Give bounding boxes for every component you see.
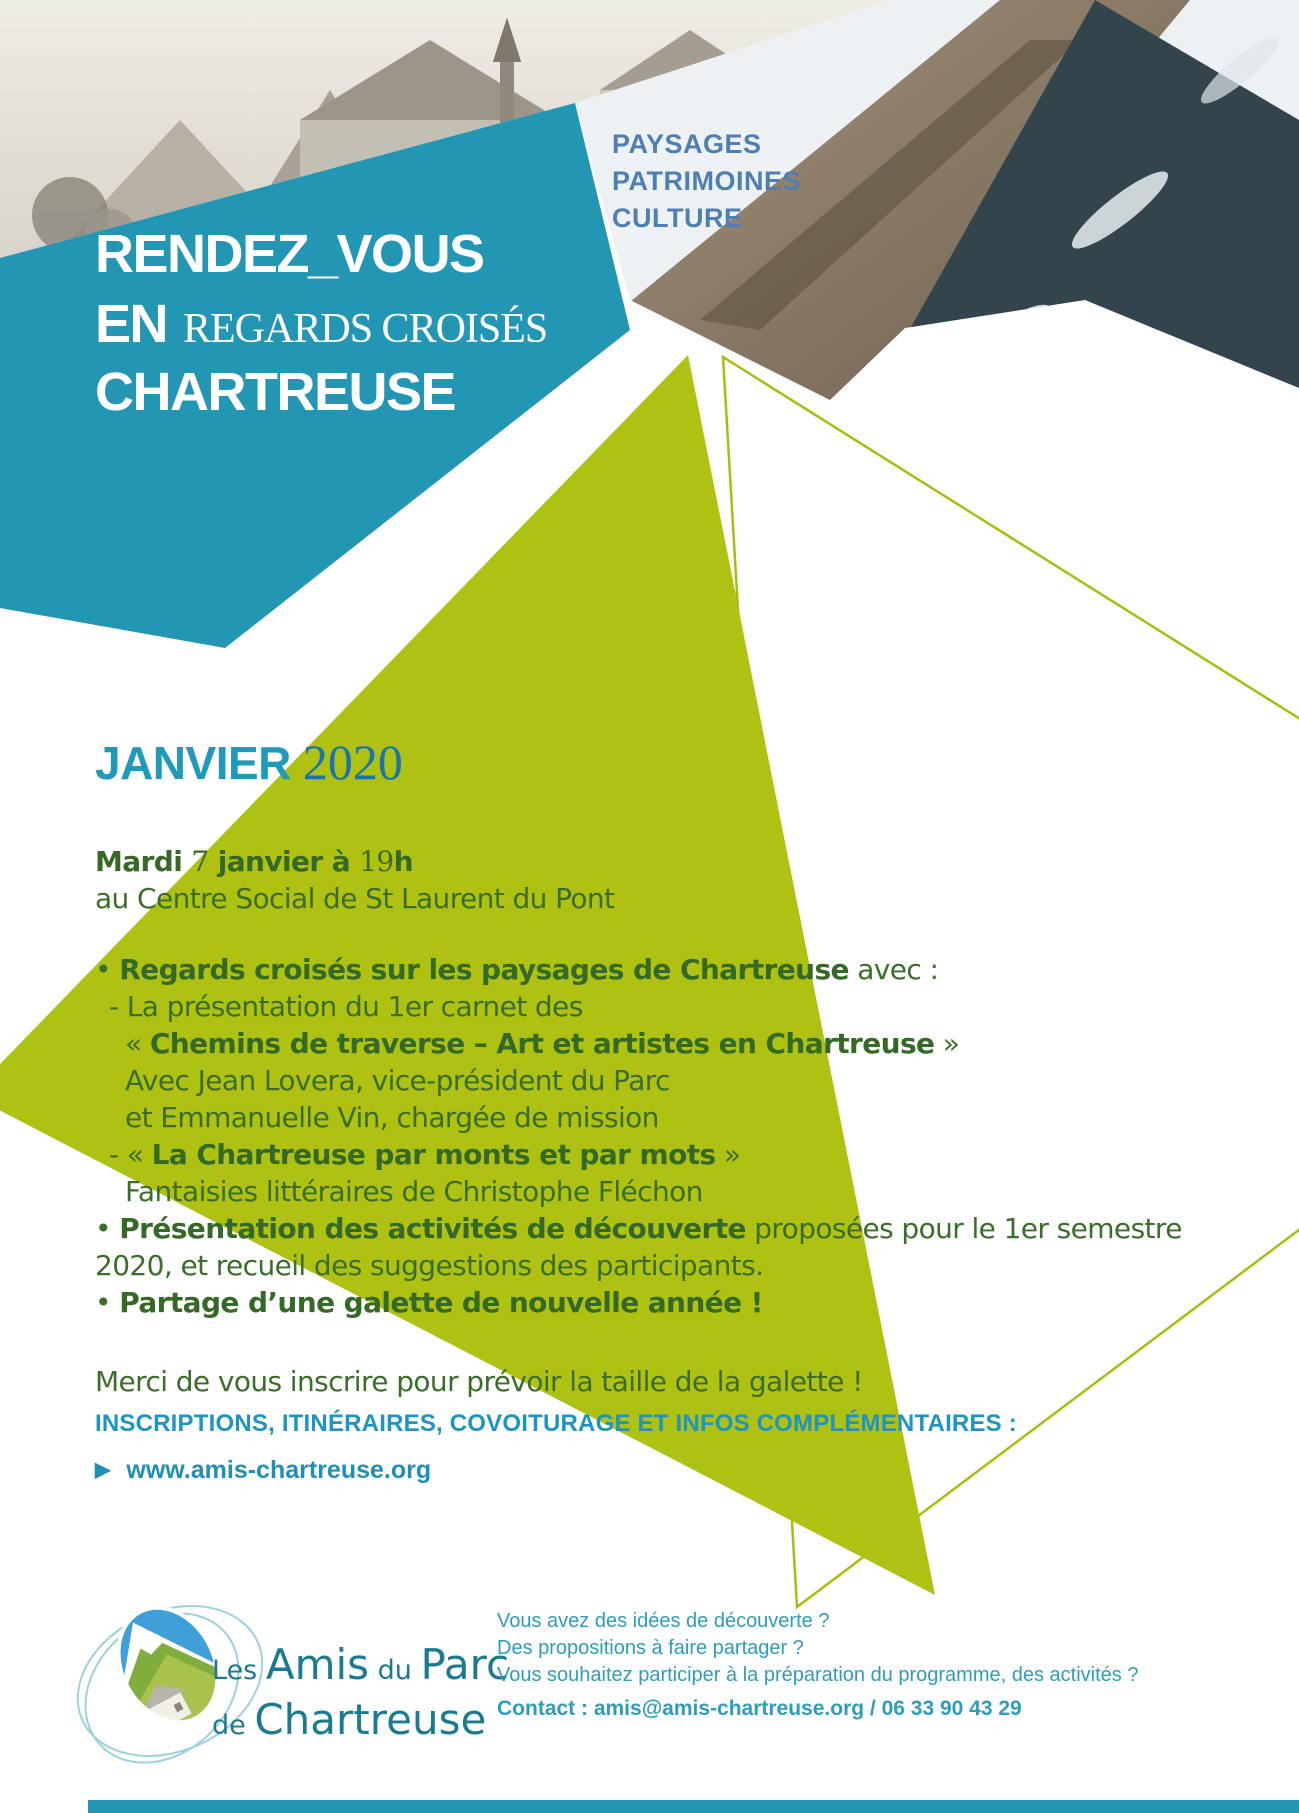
logo-text-line: Les Amis du Parc <box>212 1640 510 1689</box>
contact-question: Vous avez des idées de découverte ? <box>497 1610 830 1632</box>
poster-title-line2 <box>95 293 547 355</box>
program-line: • Regards croisés sur les paysages de Chartreuse avec : <box>95 953 939 986</box>
website-link[interactable] <box>95 1456 431 1485</box>
program-list <box>95 951 1275 1321</box>
contact-question: Vous souhaitez participer à la préparation du programme, des activités ? <box>497 1664 1139 1686</box>
rsvp-note: Merci de vous inscrire pour prévoir la taille de la galette ! <box>95 1365 863 1398</box>
program-line: « Chemins de traverse – Art et artistes en Chartreuse » <box>125 1027 960 1060</box>
program-line: Fantaisies littéraires de Christophe Fléchon <box>125 1175 703 1208</box>
play-arrow-icon: ▶ <box>95 1459 111 1481</box>
program-line: • Partage d’une galette de nouvelle année ! <box>95 1286 763 1319</box>
program-line: Avec Jean Lovera, vice-président du Parc <box>125 1064 670 1097</box>
title-regards-croises: REGARDS CROISÉS <box>183 306 548 352</box>
year-label: 2020 <box>302 734 403 790</box>
program-line: et Emmanuelle Vin, chargée de mission <box>125 1101 659 1134</box>
topics-list <box>612 126 801 237</box>
contact-email-phone[interactable]: Contact : amis@amis-chartreuse.org / 06 33 90 43 29 <box>497 1697 1022 1720</box>
info-heading: INSCRIPTIONS, ITINÉRAIRES, COVOITURAGE ET INFOS COMPLÉMENTAIRES : <box>95 1410 1017 1437</box>
spacer <box>95 917 1275 951</box>
topic-culture: CULTURE <box>612 203 743 233</box>
program-line: - La présentation du 1er carnet des <box>109 990 583 1023</box>
program-line: 2020, et recueil des suggestions des participants. <box>95 1249 764 1282</box>
contact-question: Des propositions à faire partager ? <box>497 1637 804 1659</box>
program-line: • Présentation des activités de découverte proposées pour le 1er semestre <box>95 1212 1182 1245</box>
contact-block <box>497 1608 1138 1722</box>
logo-text-line: de Chartreuse <box>212 1695 487 1744</box>
month-heading <box>95 733 403 791</box>
topic-patrimoines: PATRIMOINES <box>612 166 802 196</box>
website-url[interactable]: www.amis-chartreuse.org <box>126 1456 432 1484</box>
title-en: EN <box>95 294 168 354</box>
event-details <box>95 843 1275 1400</box>
poster-title-line3: CHARTREUSE <box>95 362 456 422</box>
event-date-line: Mardi 7 janvier à 19h <box>95 845 413 878</box>
month-label: JANVIER <box>95 737 291 789</box>
topic-paysages: PAYSAGES <box>612 129 762 159</box>
event-location-line: au Centre Social de St Laurent du Pont <box>95 882 615 915</box>
poster-title-line1: RENDEZ_VOUS <box>95 224 484 284</box>
program-line: - « La Chartreuse par monts et par mots » <box>109 1138 741 1171</box>
logo-text <box>212 1642 509 1752</box>
spacer <box>95 1321 1275 1363</box>
